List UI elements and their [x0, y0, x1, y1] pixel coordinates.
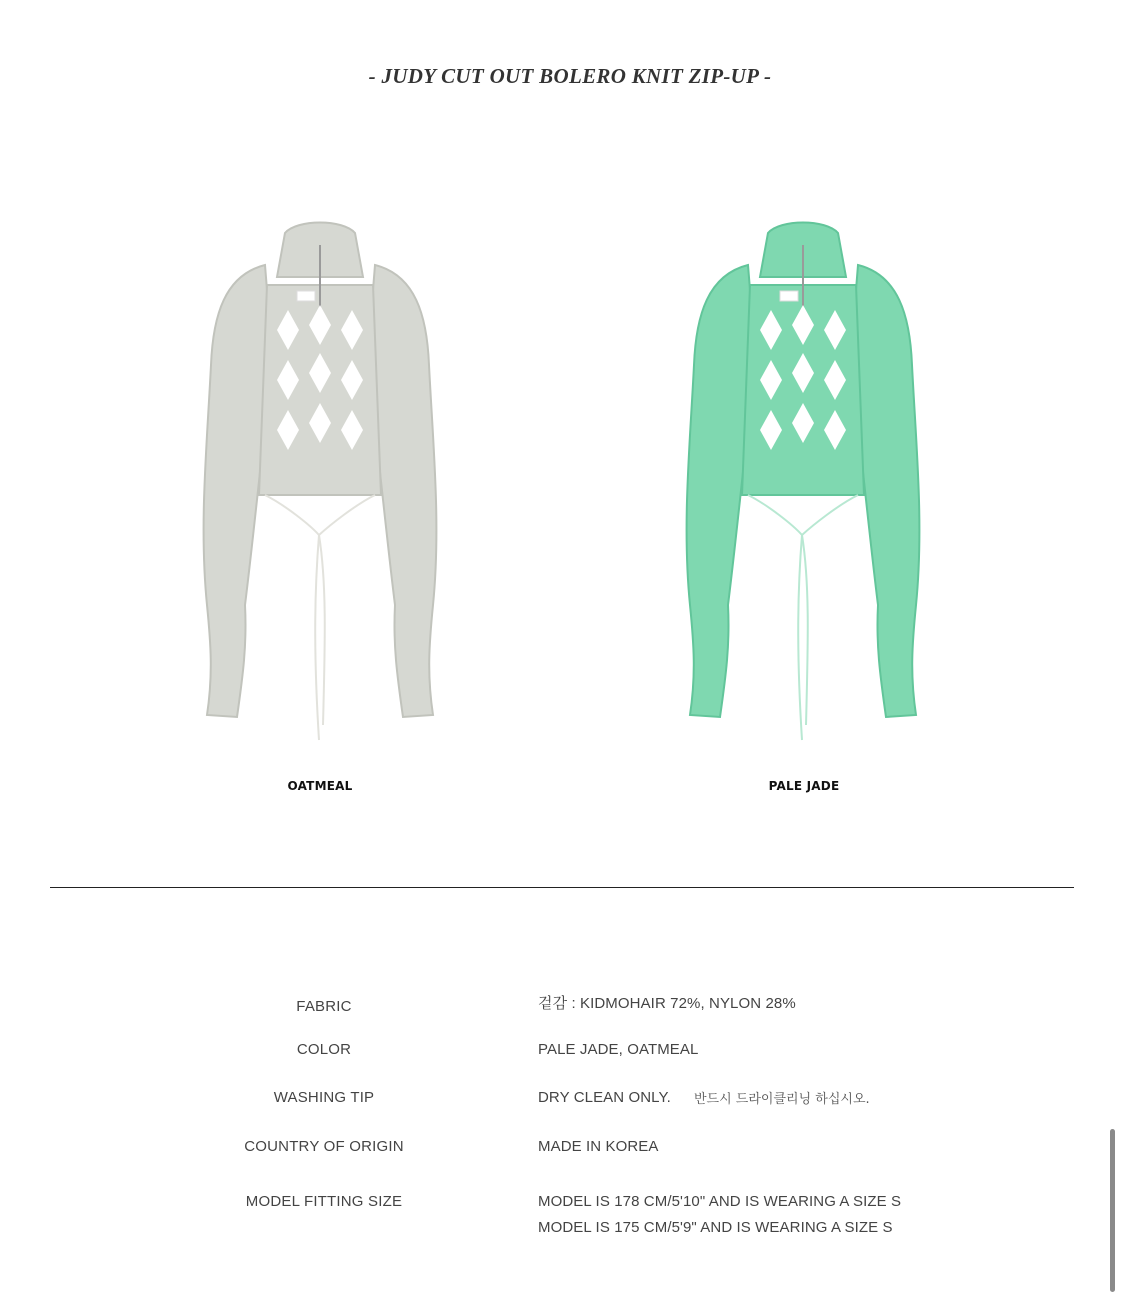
spec-label-model-fitting-size: MODEL FITTING SIZE [245, 1193, 403, 1210]
spec-label-washing-tip: WASHING TIP [273, 1089, 375, 1106]
spec-value-model-size-1: MODEL IS 178 CM/5'10" AND IS WEARING A SIZE S [538, 1193, 902, 1210]
spec-value-fabric: 겉감 : KIDMOHAIR 72%, NYLON 28% [538, 995, 796, 1012]
drawstring-tail-left [798, 535, 802, 740]
page-title: - JUDY CUT OUT BOLERO KNIT ZIP-UP - [368, 64, 772, 88]
care-label [297, 291, 315, 301]
drawstring-tail-right [802, 535, 808, 725]
care-label [780, 291, 798, 301]
spec-value-washing-tip: DRY CLEAN ONLY. [538, 1089, 671, 1106]
product-image-oatmeal[interactable] [185, 205, 455, 765]
spec-label-color: COLOR [296, 1041, 352, 1058]
spec-value-country-of-origin: MADE IN KOREA [538, 1138, 659, 1155]
product-image-pale-jade[interactable] [668, 205, 938, 765]
section-divider [50, 887, 1074, 888]
spec-value-color: PALE JADE, OATMEAL [538, 1041, 699, 1058]
color-caption-pale-jade: PALE JADE [768, 779, 840, 793]
spec-label-fabric: FABRIC [296, 998, 352, 1015]
drawstring [265, 495, 375, 535]
drawstring-tail-left [315, 535, 319, 740]
spec-value-model-size-2: MODEL IS 175 CM/5'9" AND IS WEARING A SIZE S [538, 1219, 893, 1236]
drawstring-tail-right [319, 535, 325, 725]
spec-note-washing-korean: 반드시 드라이클리닝 하십시오. [694, 1092, 870, 1107]
scrollbar-thumb[interactable] [1110, 1129, 1115, 1292]
color-caption-oatmeal: OATMEAL [287, 779, 353, 793]
drawstring [748, 495, 858, 535]
spec-label-country-of-origin: COUNTRY OF ORIGIN [244, 1138, 404, 1155]
